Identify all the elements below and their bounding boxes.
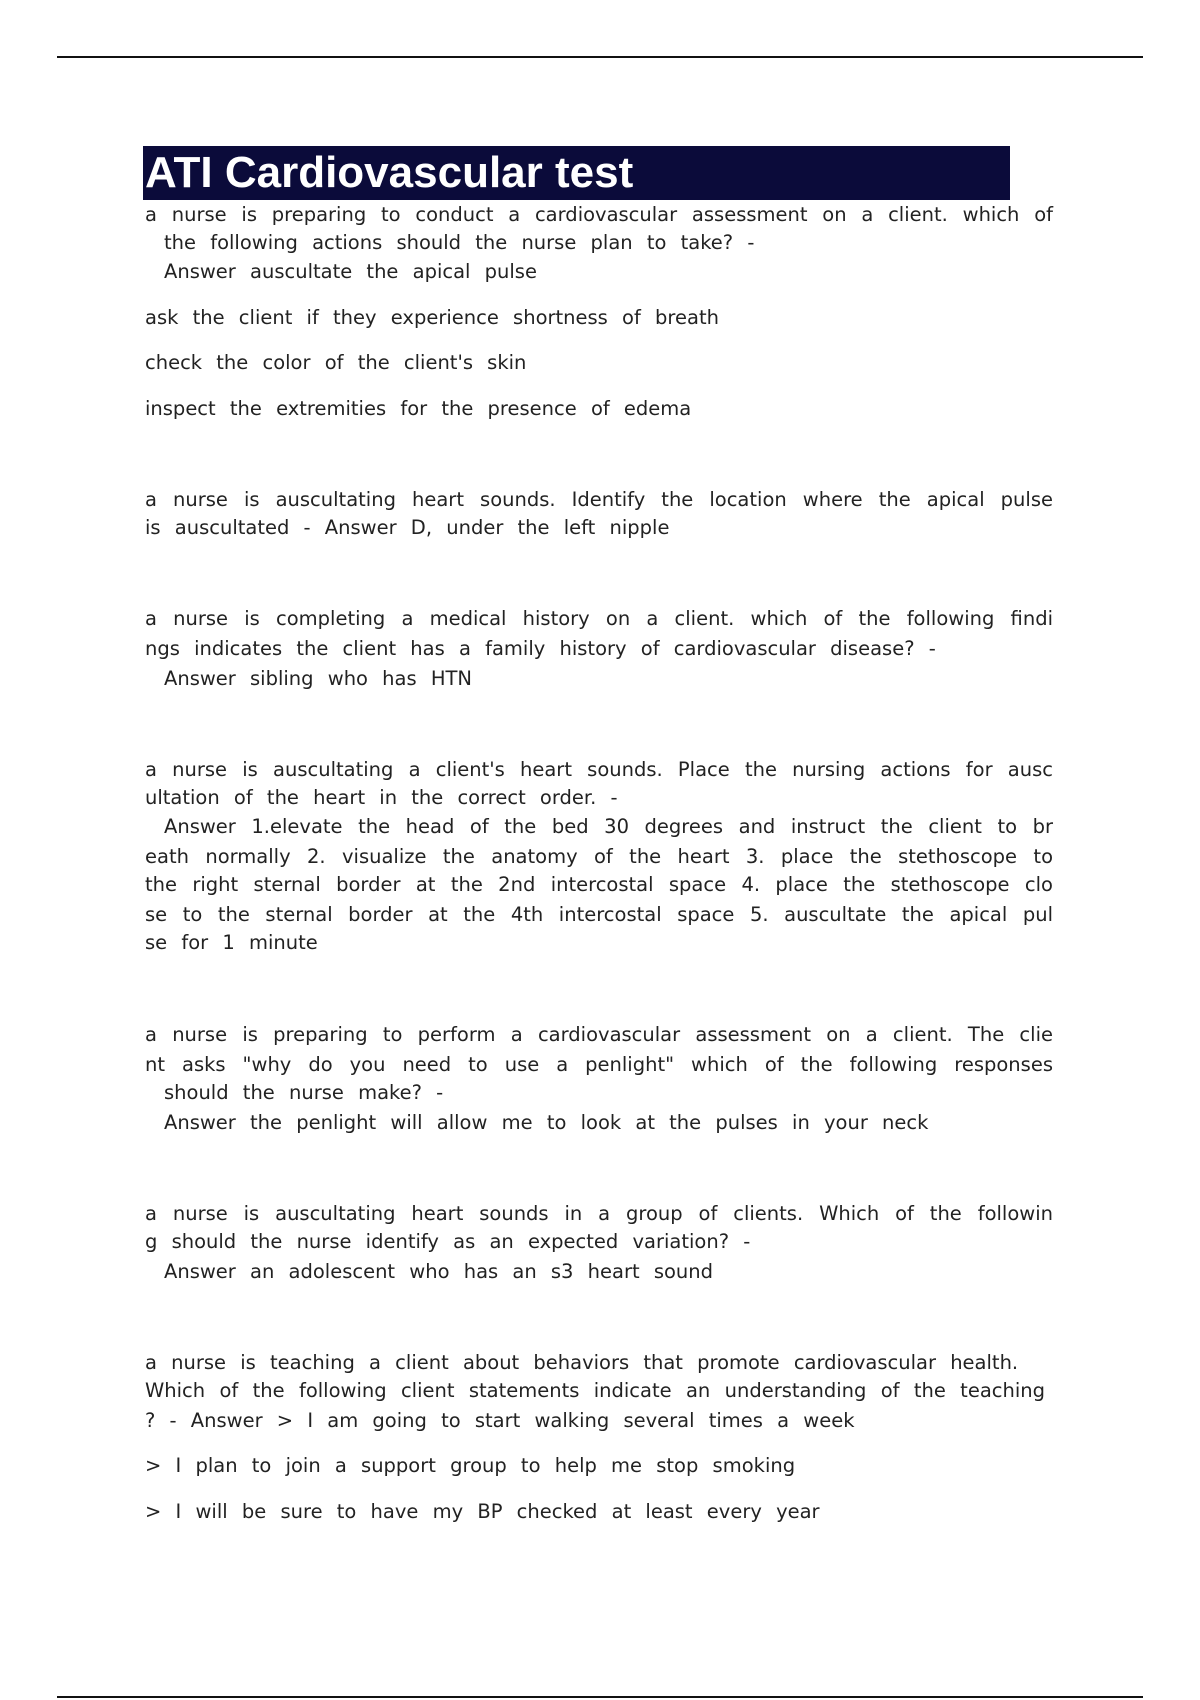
q1-line-1: a nurse is preparing to conduct a cardiovascular assessment on a client. which of bbox=[145, 203, 1053, 226]
q2-line-2: is auscultated - Answer D, under the left nipple bbox=[145, 516, 670, 539]
q1-answer: Answer auscultate the apical pulse bbox=[164, 260, 537, 283]
q4-answer-line-4: se to the sternal border at the 4th intercostal space 5. auscultate the apical pul bbox=[145, 903, 1053, 926]
q5-line-2: nt asks "why do you need to use a penlight" which of the following responses bbox=[145, 1053, 1053, 1076]
q5-line-3: should the nurse make? - bbox=[164, 1081, 444, 1104]
q5-line-1: a nurse is preparing to perform a cardiovascular assessment on a client. The clie bbox=[145, 1023, 1053, 1046]
document-title: ATI Cardiovascular test bbox=[143, 146, 1010, 200]
q6-answer: Answer an adolescent who has an s3 heart sound bbox=[164, 1260, 714, 1283]
bottom-rule bbox=[57, 1696, 1143, 1698]
q1-answer-option-2: ask the client if they experience shortness of breath bbox=[145, 306, 719, 329]
q6-line-2: g should the nurse identify as an expected variation? - bbox=[145, 1230, 751, 1253]
q4-line-1: a nurse is auscultating a client's heart sounds. Place the nursing actions for ausc bbox=[145, 758, 1053, 781]
top-rule bbox=[57, 56, 1143, 58]
q7-answer-2: > I plan to join a support group to help me stop smoking bbox=[145, 1454, 796, 1477]
q1-line-2: the following actions should the nurse plan to take? - bbox=[164, 231, 755, 254]
q7-answer-1: ? - Answer > I am going to start walking several times a week bbox=[145, 1409, 855, 1432]
q7-line-1: a nurse is teaching a client about behaviors that promote cardiovascular health. bbox=[145, 1351, 1019, 1374]
q7-line-2: Which of the following client statements indicate an understanding of the teaching bbox=[145, 1379, 1045, 1402]
q7-answer-3: > I will be sure to have my BP checked at least every year bbox=[145, 1500, 820, 1523]
q2-line-1: a nurse is auscultating heart sounds. Identify the location where the apical pulse bbox=[145, 488, 1053, 511]
q4-answer-line-5: se for 1 minute bbox=[145, 931, 318, 954]
q1-answer-option-3: check the color of the client's skin bbox=[145, 351, 527, 374]
q5-answer: Answer the penlight will allow me to look at the pulses in your neck bbox=[164, 1111, 929, 1134]
q3-line-2: ngs indicates the client has a family history of cardiovascular disease? - bbox=[145, 637, 936, 660]
q4-answer-line-1: Answer 1.elevate the head of the bed 30 degrees and instruct the client to br bbox=[164, 815, 1053, 838]
q4-answer-line-3: the right sternal border at the 2nd intercostal space 4. place the stethoscope clo bbox=[145, 873, 1053, 896]
q1-answer-option-4: inspect the extremities for the presence of edema bbox=[145, 397, 692, 420]
q3-answer: Answer sibling who has HTN bbox=[164, 667, 473, 690]
q4-answer-line-2: eath normally 2. visualize the anatomy of the heart 3. place the stethoscope to bbox=[145, 845, 1053, 868]
q6-line-1: a nurse is auscultating heart sounds in a group of clients. Which of the followin bbox=[145, 1202, 1053, 1225]
q4-line-2: ultation of the heart in the correct order. - bbox=[145, 786, 618, 809]
q3-line-1: a nurse is completing a medical history on a client. which of the following findi bbox=[145, 607, 1053, 630]
